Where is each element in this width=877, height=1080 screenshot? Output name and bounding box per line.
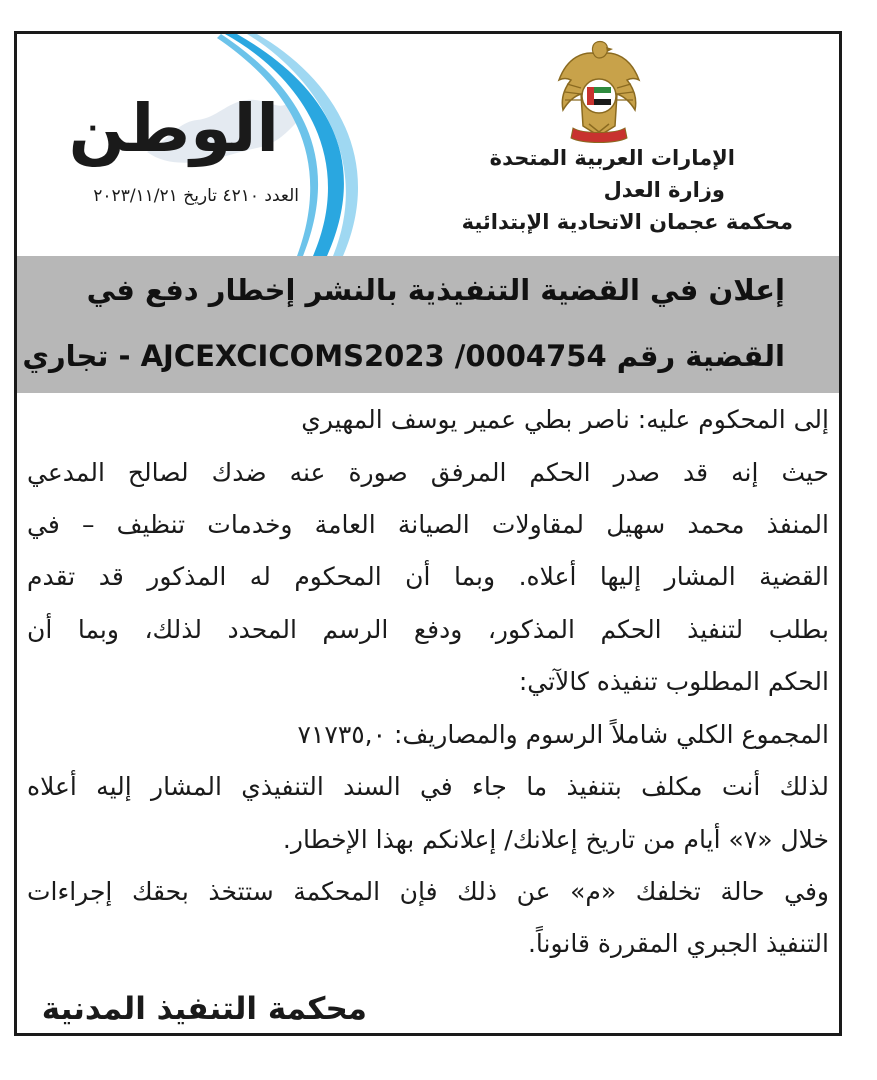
body-line: التنفيذ الجبري المقررة قانوناً. bbox=[527, 929, 829, 958]
body-line: وفي حالة تخلفك «م» عن ذلك فإن المحكمة ستتخذ بحقك إجراءات bbox=[27, 877, 829, 906]
title-line-2 bbox=[22, 336, 785, 376]
ministry-name: وزارة العدل bbox=[603, 178, 725, 202]
header bbox=[17, 34, 839, 256]
title-band bbox=[17, 256, 839, 393]
body-line: لذلك أنت مكلف بتنفيذ ما جاء في السند التنفيذي المشار إليه أعلاه bbox=[27, 772, 829, 801]
issue-number-date: العدد ٤٢١٠ تاريخ ٢٠٢٣/١١/٢١ bbox=[93, 186, 299, 206]
announcement-frame bbox=[14, 31, 842, 1036]
body-line: القضية المشار إليها أعلاه. وبما أن المحكوم له المذكور قد تقدم bbox=[27, 562, 829, 591]
title-line-1: إعلان في القضية التنفيذية بالنشر إخطار دفع في bbox=[86, 273, 785, 307]
body-line: إلى المحكوم عليه: ناصر بطي عمير يوسف المهيري bbox=[301, 405, 829, 434]
body-line: خلال «٧» أيام من تاريخ إعلانك/ إعلانكم بهذا الإخطار. bbox=[282, 825, 829, 854]
uae-falcon-emblem-icon bbox=[553, 40, 645, 144]
court-name: محكمة عجمان الاتحادية الإبتدائية bbox=[461, 210, 793, 234]
body-line: بطلب لتنفيذ الحكم المذكور، ودفع الرسم المحدد لذلك، وبما أن bbox=[27, 615, 829, 644]
masthead-logo: الوطن bbox=[68, 90, 279, 167]
government-header bbox=[447, 142, 793, 238]
total-amount-line: المجموع الكلي شاملاً الرسوم والمصاريف: ٧١٧٣٥,٠ bbox=[297, 720, 829, 749]
title-case-prefix: القضية رقم bbox=[616, 339, 785, 373]
case-number: AJCEXCICOMS2023 /0004754 bbox=[140, 339, 607, 373]
issuing-court-signature: محكمة التنفيذ المدنية bbox=[41, 991, 367, 1027]
country-name: الإمارات العربية المتحدة bbox=[489, 146, 735, 170]
body-line: حيث إنه قد صدر الحكم المرفق صورة عنه ضدك لصالح المدعي bbox=[27, 458, 829, 487]
body-line: المنفذ محمد سهيل لمقاولات الصيانة العامة وخدمات تنظيف – في bbox=[27, 510, 829, 539]
title-case-suffix: - تجاري bbox=[22, 339, 131, 373]
body-line: الحكم المطلوب تنفيذه كالآتي: bbox=[518, 667, 829, 696]
